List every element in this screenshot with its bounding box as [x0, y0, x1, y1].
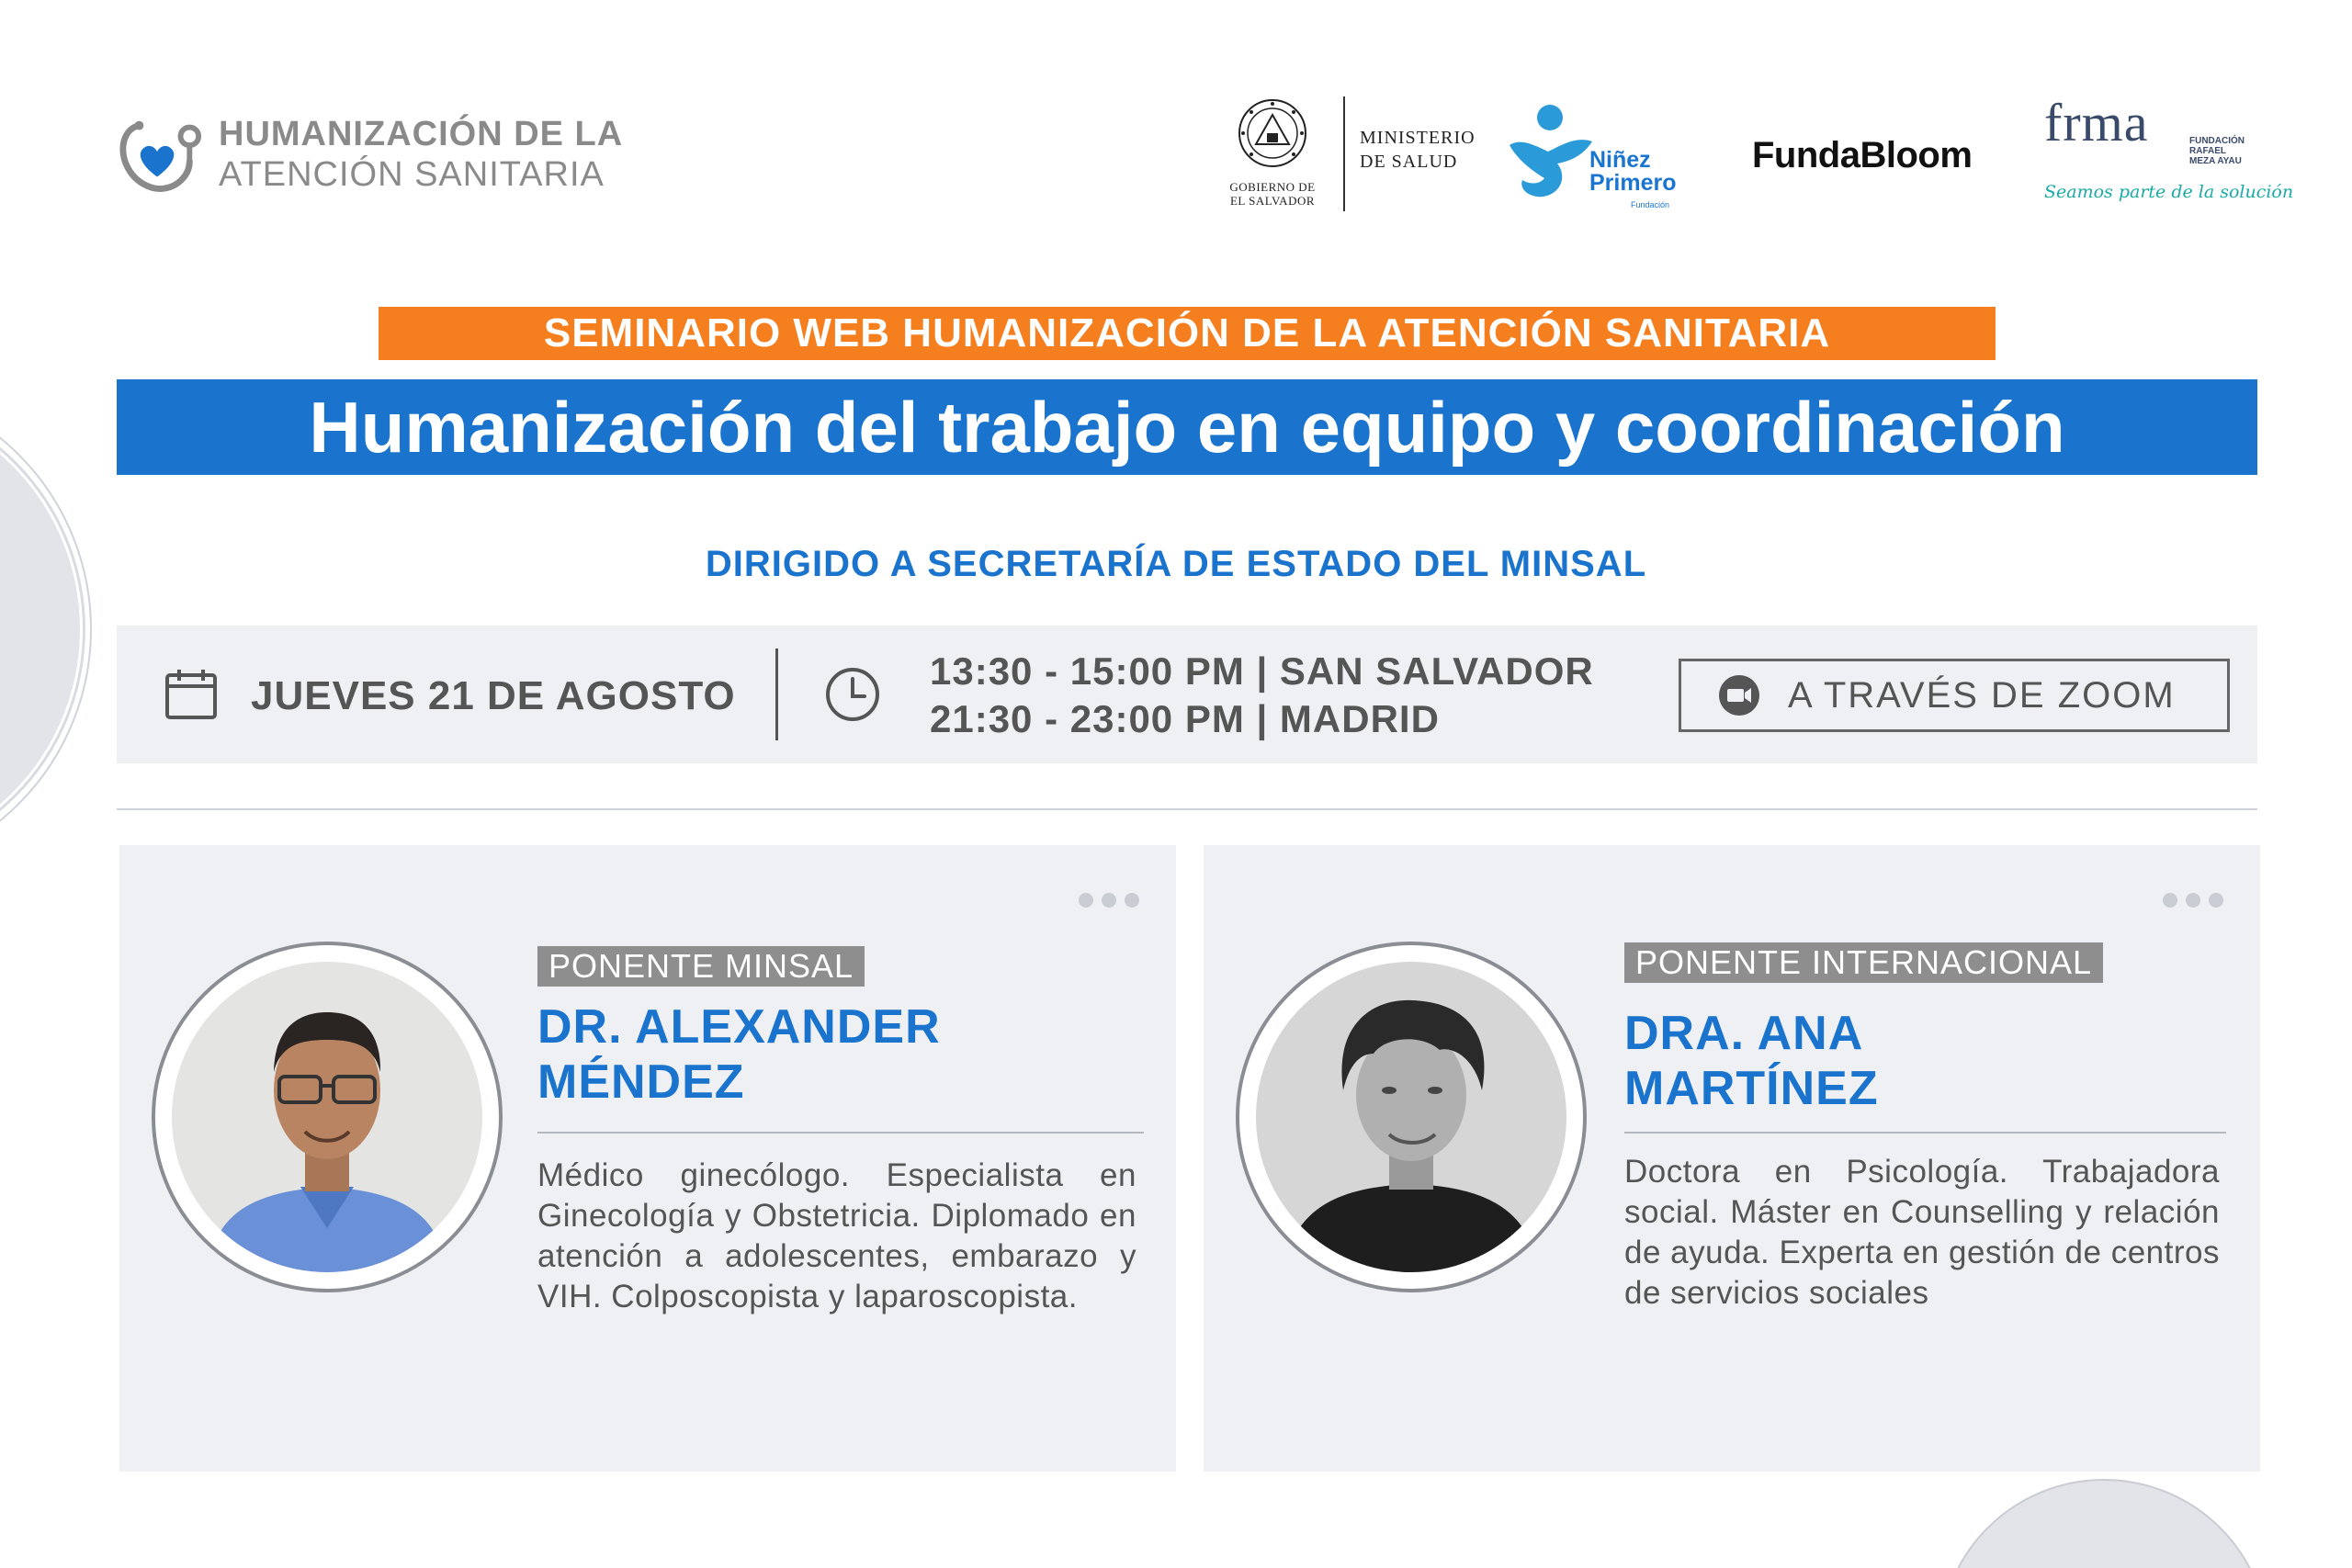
speaker-card-minsal [119, 845, 1176, 1472]
speaker-photo-frame [152, 942, 503, 1292]
speaker-name-line2: MARTÍNEZ [1624, 1062, 1879, 1115]
speaker-name [1624, 1006, 1879, 1116]
speaker-name [537, 999, 941, 1110]
ninez-primero-logo [1502, 101, 1713, 209]
speaker-bio: Doctora en Psicología. Trabajadora social. Máster en Counselling y relación de ayuda. Experta en gestión de centros de servicios sociales [1624, 1154, 2220, 1311]
calendar-icon [164, 668, 218, 721]
brand-logo [114, 108, 623, 200]
ninez-line2: Primero [1589, 170, 1677, 196]
ministry-line1: MINISTERIO [1360, 128, 1476, 148]
speaker-name-line1: DR. ALEXANDER [537, 1000, 941, 1054]
speaker-role-tag: PONENTE INTERNACIONAL [1624, 942, 2103, 983]
speaker-photo [172, 962, 482, 1272]
speaker-photo-frame [1236, 942, 1587, 1292]
speaker-name-line2: MÉNDEZ [537, 1055, 745, 1109]
event-times [930, 648, 1594, 743]
frma-slogan: Seamos parte de la solución [2044, 182, 2294, 202]
speaker-card-international [1204, 845, 2260, 1472]
event-audience: DIRIGIDO A SECRETARÍA DE ESTADO DEL MINSAL [705, 544, 1647, 584]
gov-el-salvador-logo [1213, 96, 1332, 208]
fundabloom-logo: FundaBloom [1752, 135, 1973, 175]
section-divider [117, 808, 2257, 810]
speaker-role-tag: PONENTE MINSAL [537, 946, 865, 987]
zoom-platform-label: A TRAVÉS DE ZOOM [1788, 674, 2176, 716]
ministry-line2: DE SALUD [1360, 152, 1458, 172]
speaker-bio: Médico ginecólogo. Especialista en Ginecología y Obstetricia. Diplomado en atención a adolescentes, embarazo y VIH. Colposcopista y laparoscopista. [537, 1157, 1136, 1314]
video-camera-icon [1718, 674, 1760, 716]
gov-line1: GOBIERNO DE [1229, 180, 1316, 194]
event-title-banner: Humanización del trabajo en equipo y coordinación [117, 379, 2257, 475]
decorative-circle-bottom-right [1939, 1479, 2269, 1568]
frma-small-line2: RAFAEL [2189, 146, 2226, 156]
ninez-small-label: Fundación [1631, 200, 1670, 209]
decorative-circle-left [0, 395, 83, 863]
partner-logos [1213, 87, 2294, 225]
speaker-name-line1: DRA. ANA [1624, 1007, 1864, 1060]
event-info-bar [117, 626, 2257, 763]
ministry-logo-text [1360, 126, 1476, 174]
clock-icon [824, 666, 881, 723]
card-dots-decoration [2154, 893, 2223, 908]
event-time-san-salvador: 13:30 - 15:00 PM | SAN SALVADOR [930, 649, 1594, 693]
frma-wordmark: frma [2044, 93, 2149, 152]
logo-divider [1343, 96, 1345, 211]
heart-stethoscope-icon [114, 108, 204, 200]
info-divider [775, 649, 778, 740]
ninez-primero-figure-icon [1502, 101, 1603, 202]
event-kicker-banner: SEMINARIO WEB HUMANIZACIÓN DE LA ATENCIÓN SANITARIA [379, 307, 1996, 360]
event-time-madrid: 21:30 - 23:00 PM | MADRID [930, 697, 1440, 740]
speaker-photo [1256, 962, 1566, 1272]
frma-small-line1: FUNDACIÓN [2189, 136, 2245, 146]
frma-small-line3: MEZA AYAU [2189, 156, 2242, 166]
card-dots-decoration [1070, 893, 1139, 908]
brand-title-line1: HUMANIZACIÓN DE LA [219, 115, 624, 153]
national-seal-icon [1236, 96, 1309, 170]
speaker-name-rule [1624, 1132, 2226, 1134]
brand-title-line2: ATENCIÓN SANITARIA [219, 155, 605, 194]
ninez-line1: Niñez [1589, 147, 1651, 173]
event-date: JUEVES 21 DE AGOSTO [251, 673, 736, 718]
speaker-name-rule [537, 1132, 1144, 1134]
frma-logo [2044, 92, 2294, 211]
gov-line2: EL SALVADOR [1229, 194, 1316, 208]
zoom-platform-badge [1679, 659, 2230, 732]
